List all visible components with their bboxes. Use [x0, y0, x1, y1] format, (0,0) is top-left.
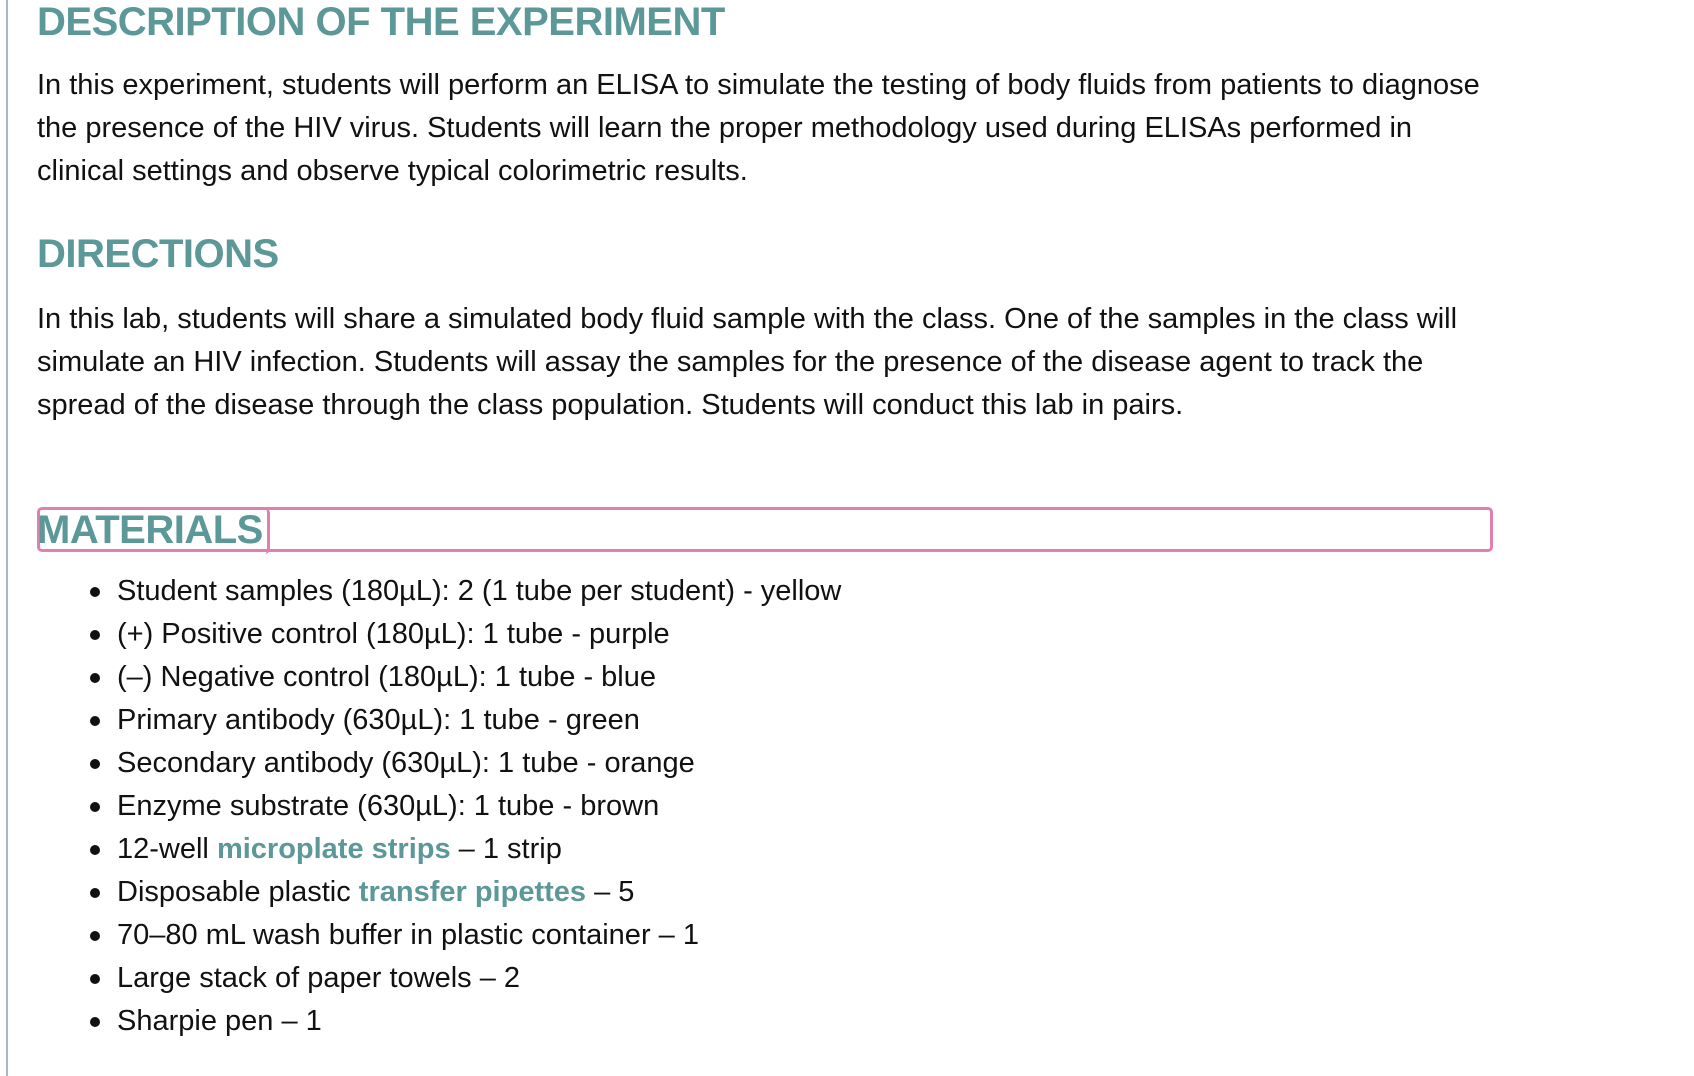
list-item-text-post: – 1 strip: [450, 833, 562, 865]
bullet-icon: [90, 888, 100, 898]
list-item-text-post: – 5: [586, 876, 635, 908]
bullet-icon: [90, 974, 100, 984]
list-item: [37, 1000, 841, 1043]
transfer-pipettes-link[interactable]: transfer pipettes: [358, 876, 587, 908]
list-item: [37, 957, 841, 1000]
bullet-icon: [90, 759, 100, 769]
list-item-text: (–) Negative control (180µL): 1 tube - blue: [117, 661, 656, 693]
list-item-text: (+) Positive control (180µL): 1 tube - purple: [117, 618, 670, 650]
page-left-border: [6, 0, 8, 1076]
bullet-icon: [90, 673, 100, 683]
bullet-icon: [90, 802, 100, 812]
list-item: [37, 742, 841, 785]
list-item-text: Sharpie pen – 1: [117, 1005, 322, 1037]
list-item: [37, 785, 841, 828]
materials-list: [37, 570, 841, 1043]
bullet-icon: [90, 587, 100, 597]
list-item-text: Secondary antibody (630µL): 1 tube - orange: [117, 747, 695, 779]
bullet-icon: [90, 845, 100, 855]
description-heading: DESCRIPTION OF THE EXPERIMENT: [37, 0, 725, 44]
materials-heading: MATERIALS: [37, 508, 270, 554]
list-item: [37, 656, 841, 699]
bullet-icon: [90, 716, 100, 726]
list-item-text-pre: 12-well: [117, 833, 217, 865]
list-item: [37, 699, 841, 742]
list-item-text: Large stack of paper towels – 2: [117, 962, 521, 994]
bullet-icon: [90, 931, 100, 941]
list-item-text: Enzyme substrate (630µL): 1 tube - brown: [117, 790, 660, 822]
list-item-text: Student samples (180µL): 2 (1 tube per student) - yellow: [117, 575, 842, 607]
list-item: [37, 570, 841, 613]
description-paragraph: In this experiment, students will perform an ELISA to simulate the testing of body fluids from patients to diagnose the presence of the HIV virus. Students will learn the proper methodology used during ELISAs performed in clinical settings and observe typical colorimetric results.: [37, 69, 1480, 187]
list-item: [37, 914, 841, 957]
list-item: [37, 871, 841, 914]
list-item-text: 70–80 mL wash buffer in plastic container – 1: [117, 919, 699, 951]
list-item: [37, 828, 841, 871]
directions-paragraph: In this lab, students will share a simulated body fluid sample with the class. One of the samples in the class will simulate an HIV infection. Students will assay the samples for the presence of the disease agent to track the spread of the disease through the class population. Students will conduct this lab in pairs.: [37, 303, 1458, 421]
list-item-text: Primary antibody (630µL): 1 tube - green: [117, 704, 640, 736]
bullet-icon: [90, 630, 100, 640]
bullet-icon: [90, 1017, 100, 1027]
list-item-text-pre: Disposable plastic: [117, 876, 359, 908]
microplate-strips-link[interactable]: microplate strips: [216, 833, 451, 865]
list-item: [37, 613, 841, 656]
directions-heading: DIRECTIONS: [37, 232, 279, 276]
